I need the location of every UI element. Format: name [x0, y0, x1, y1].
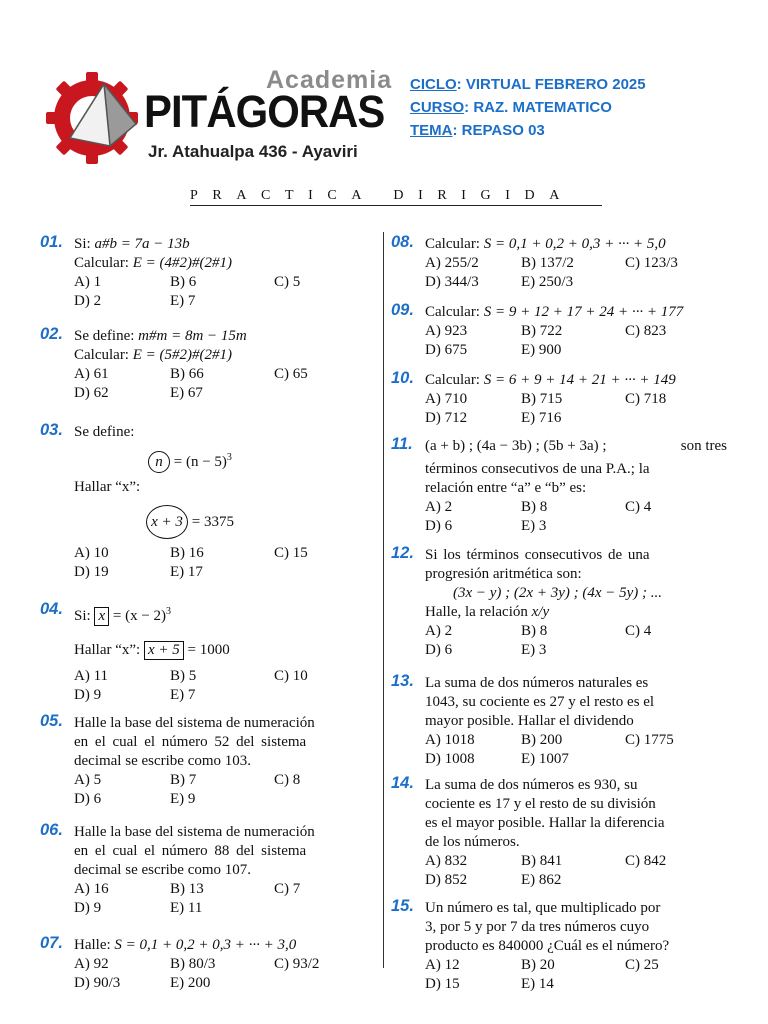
option-d: D) 9 [74, 900, 102, 916]
options-row [425, 975, 727, 994]
operation-definition: a#b = 7a − 13b [94, 236, 190, 252]
options-row [74, 384, 247, 403]
options-row [425, 322, 683, 341]
option-d: D) 6 [74, 791, 102, 807]
options-row [74, 544, 384, 563]
option-e: E) 900 [521, 342, 562, 358]
option-e: E) 3 [521, 642, 547, 658]
expression: E = (4#2)#(2#1) [132, 255, 232, 271]
option-a: A) 10 [74, 545, 109, 561]
box-operator: x [94, 607, 109, 626]
option-b: B) 137/2 [521, 255, 574, 271]
question-number: 12. [391, 544, 414, 562]
option-a: A) 92 [74, 956, 109, 972]
options-row [425, 254, 678, 273]
option-e: E) 17 [170, 564, 203, 580]
column-divider [383, 232, 384, 968]
option-b: B) 6 [170, 274, 197, 290]
option-d: D) 6 [425, 642, 453, 658]
option-a: A) 11 [74, 668, 109, 684]
ap-terms: (a + b) ; (4a − 3b) ; (5b + 3a) ; [425, 438, 607, 454]
option-b: B) 722 [521, 323, 563, 339]
option-b: B) 715 [521, 391, 563, 407]
option-b: B) 8 [521, 499, 548, 515]
options-row [74, 563, 384, 582]
option-b: B) 7 [170, 772, 197, 788]
option-d: D) 19 [74, 564, 109, 580]
option-c: C) 10 [274, 668, 308, 684]
option-d: D) 1008 [425, 751, 475, 767]
options-row [74, 790, 376, 809]
options-row [425, 641, 727, 660]
option-b: B) 841 [521, 853, 563, 869]
option-b: B) 5 [170, 668, 197, 684]
option-c: C) 823 [625, 323, 667, 339]
option-a: A) 12 [425, 957, 460, 973]
option-e: E) 716 [521, 410, 562, 426]
question-number: 02. [40, 325, 63, 343]
question-number: 03. [40, 421, 63, 439]
option-a: A) 255/2 [425, 255, 479, 271]
option-a: A) 16 [74, 881, 109, 897]
question-number: 01. [40, 233, 63, 251]
options-row [425, 498, 727, 517]
option-c: C) 25 [625, 957, 659, 973]
option-b: B) 80/3 [170, 956, 216, 972]
options-row [425, 341, 683, 360]
option-d: D) 9 [74, 687, 102, 703]
course-info-course: CURSO: RAZ. MATEMATICO [410, 99, 612, 116]
circle-operator: x + 3 [146, 505, 188, 539]
ap-terms: (3x − y) ; (2x + 3y) ; (4x − 5y) ; ... [453, 585, 663, 601]
option-d: D) 6 [425, 518, 453, 534]
option-b: B) 13 [170, 881, 204, 897]
box-operator: x + 5 [144, 641, 184, 660]
question-number: 15. [391, 897, 414, 915]
option-a: A) 2 [425, 623, 453, 639]
logo-name-text: PITÁGORAS [144, 86, 385, 137]
options-row [74, 273, 301, 292]
option-d: D) 90/3 [74, 975, 121, 991]
option-a: A) 923 [425, 323, 468, 339]
option-e: E) 9 [170, 791, 196, 807]
options-row [425, 390, 676, 409]
question-number: 09. [391, 301, 414, 319]
option-e: E) 1007 [521, 751, 569, 767]
options-row [425, 956, 727, 975]
question-number: 13. [391, 672, 414, 690]
logo-academia-text: Academia [266, 66, 393, 94]
option-d: D) 712 [425, 410, 468, 426]
question-number: 08. [391, 233, 414, 251]
option-c: C) 1775 [625, 732, 674, 748]
expression: E = (5#2)#(2#1) [132, 347, 232, 363]
options-row [74, 974, 296, 993]
option-e: E) 11 [170, 900, 203, 916]
option-c: C) 7 [274, 881, 301, 897]
options-row [425, 517, 727, 536]
option-b: B) 20 [521, 957, 555, 973]
option-c: C) 718 [625, 391, 667, 407]
series-expression: S = 6 + 9 + 14 + 21 + ··· + 149 [483, 372, 676, 388]
series-expression: S = 0,1 + 0,2 + 0,3 + ··· + 3,0 [114, 937, 297, 953]
option-a: A) 2 [425, 499, 453, 515]
option-d: D) 344/3 [425, 274, 479, 290]
option-b: B) 16 [170, 545, 204, 561]
option-b: B) 66 [170, 366, 204, 382]
document-title: PRACTICA DIRIGIDA [190, 188, 602, 206]
option-c: C) 93/2 [274, 956, 320, 972]
option-c: C) 8 [274, 772, 301, 788]
options-row [425, 852, 727, 871]
option-e: E) 862 [521, 872, 562, 888]
options-row [425, 871, 727, 890]
option-e: E) 250/3 [521, 274, 574, 290]
question-number: 07. [40, 934, 63, 952]
options-row [74, 686, 230, 705]
options-row [74, 771, 376, 790]
option-c: C) 15 [274, 545, 308, 561]
gear-pyramid-logo-icon [40, 66, 152, 166]
question-number: 11. [391, 435, 413, 453]
question-number: 04. [40, 600, 63, 618]
options-row [74, 667, 308, 686]
option-d: D) 2 [74, 293, 102, 309]
options-row [425, 750, 727, 769]
option-a: A) 832 [425, 853, 468, 869]
option-d: D) 675 [425, 342, 468, 358]
course-info-cycle: CICLO: VIRTUAL FEBRERO 2025 [410, 76, 646, 93]
option-d: D) 852 [425, 872, 468, 888]
options-row [425, 731, 727, 750]
option-c: C) 4 [625, 499, 652, 515]
operation-definition: m#m = 8m − 15m [138, 328, 247, 344]
option-d: D) 15 [425, 976, 460, 992]
academy-logo [40, 66, 393, 166]
circle-operator-definition: $n = (n - 5)^3$ [148, 448, 232, 473]
options-row [425, 273, 666, 292]
option-e: E) 3 [521, 518, 547, 534]
circle-equation: x + 3 = 3375 [146, 505, 234, 539]
option-e: E) 200 [170, 975, 211, 991]
option-a: A) 710 [425, 391, 468, 407]
option-a: A) 5 [74, 772, 102, 788]
course-info-topic: TEMA: REPASO 03 [410, 122, 545, 139]
option-b: B) 8 [521, 623, 548, 639]
option-c: C) 4 [625, 623, 652, 639]
option-b: B) 200 [521, 732, 563, 748]
option-d: D) 62 [74, 385, 109, 401]
options-row [425, 409, 676, 428]
options-row [74, 365, 308, 384]
circle-operator: n [148, 451, 170, 473]
question-number: 10. [391, 369, 414, 387]
option-c: C) 842 [625, 853, 667, 869]
series-expression: S = 9 + 12 + 17 + 24 + ··· + 177 [483, 304, 684, 320]
option-c: C) 65 [274, 366, 308, 382]
option-a: A) 1018 [425, 732, 475, 748]
options-row [74, 292, 232, 311]
option-e: E) 7 [170, 293, 196, 309]
question-number: 06. [40, 821, 63, 839]
option-c: C) 5 [274, 274, 301, 290]
question-number: 05. [40, 712, 63, 730]
options-row [74, 955, 320, 974]
course-info [410, 73, 646, 142]
logo-address: Jr. Atahualpa 436 - Ayaviri [148, 142, 358, 161]
option-e: E) 67 [170, 385, 203, 401]
option-e: E) 7 [170, 687, 196, 703]
option-e: E) 14 [521, 976, 554, 992]
series-expression: S = 0,1 + 0,2 + 0,3 + ··· + 5,0 [483, 236, 666, 252]
option-c: C) 123/3 [625, 255, 678, 271]
options-row [74, 899, 376, 918]
options-row [425, 622, 727, 641]
options-row [74, 880, 376, 899]
option-a: A) 61 [74, 366, 109, 382]
option-a: A) 1 [74, 274, 102, 290]
question-number: 14. [391, 774, 414, 792]
